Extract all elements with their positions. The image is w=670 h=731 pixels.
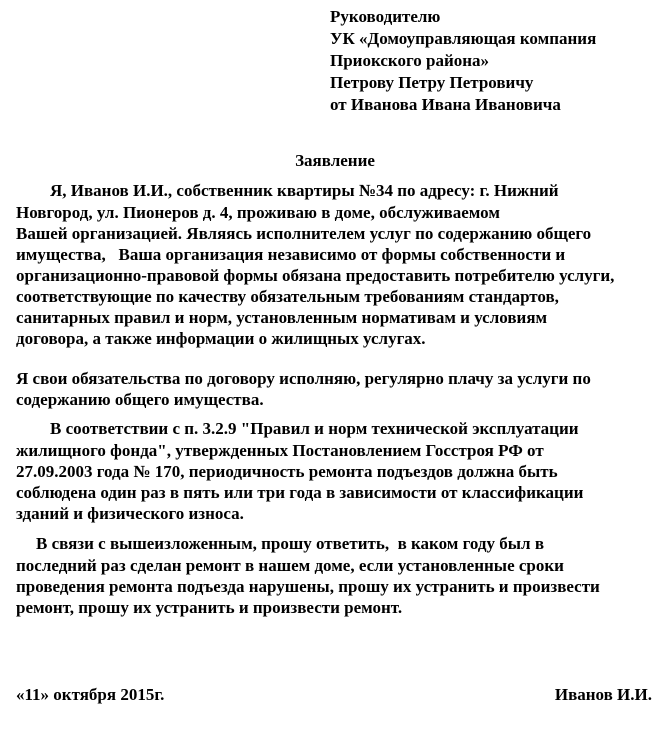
paragraph-line: имущества, Ваша организация независимо от формы собственности и bbox=[16, 245, 566, 264]
paragraph-line: соблюдена один раз в пять или три года в зависимости от классификации bbox=[16, 483, 584, 502]
paragraph-line: последний раз сделан ремонт в нашем доме, если установленные сроки bbox=[16, 556, 564, 575]
footer-signature: Иванов И.И. bbox=[554, 685, 652, 704]
paragraph-line: Я свои обязательства по договору исполняю, регулярно плачу за услуги по bbox=[16, 369, 591, 388]
paragraph-line: В связи с вышеизложенным, прошу ответить, в каком году был в bbox=[36, 534, 545, 553]
paragraph-line: соответствующие по качеству обязательным требованиям стандартов, bbox=[16, 287, 559, 306]
paragraph-line: жилищного фонда", утвержденных Постановлением Госстроя РФ от bbox=[16, 441, 544, 460]
paragraph-line: санитарных правил и норм, установленным нормативам и условиям bbox=[16, 308, 548, 327]
paragraph-line: Я, Иванов И.И., собственник квартиры №34 по адресу: г. Нижний bbox=[50, 181, 559, 200]
addressee-line-sender: от Иванова Ивана Ивановича bbox=[330, 95, 561, 114]
paragraph-line: Вашей организацией. Являясь исполнителем услуг по содержанию общего bbox=[16, 224, 592, 243]
paragraph-line: организационно-правовой формы обязана предоставить потребителю услуги, bbox=[16, 266, 615, 285]
addressee-line-company: УК «Домоуправляющая компания bbox=[330, 29, 597, 48]
document-title: Заявление bbox=[295, 151, 375, 170]
paragraph-line: зданий и физического износа. bbox=[16, 504, 244, 523]
paragraph-line: проведения ремонта подъезда нарушены, прошу их устранить и произвести bbox=[16, 577, 600, 596]
paragraph-line: ремонт, прошу их устранить и произвести ремонт. bbox=[16, 598, 403, 617]
footer-date: «11» октября 2015г. bbox=[16, 685, 165, 704]
paragraph-line: 27.09.2003 года № 170, периодичность ремонта подъездов должна быть bbox=[16, 462, 558, 481]
paragraph-line: содержанию общего имущества. bbox=[16, 390, 264, 409]
paragraph-line: договора, а также информации о жилищных услугах. bbox=[16, 329, 426, 348]
addressee-line-district: Приокского района» bbox=[330, 51, 490, 70]
addressee-line-recipient-title: Руководителю bbox=[330, 7, 441, 26]
paragraph-line: Новгород, ул. Пионеров д. 4, проживаю в доме, обслуживаемом bbox=[16, 203, 500, 222]
addressee-line-recipient-name: Петрову Петру Петровичу bbox=[330, 73, 534, 92]
paragraph-line: В соответствии с п. 3.2.9 "Правил и норм технической эксплуатации bbox=[50, 419, 579, 438]
